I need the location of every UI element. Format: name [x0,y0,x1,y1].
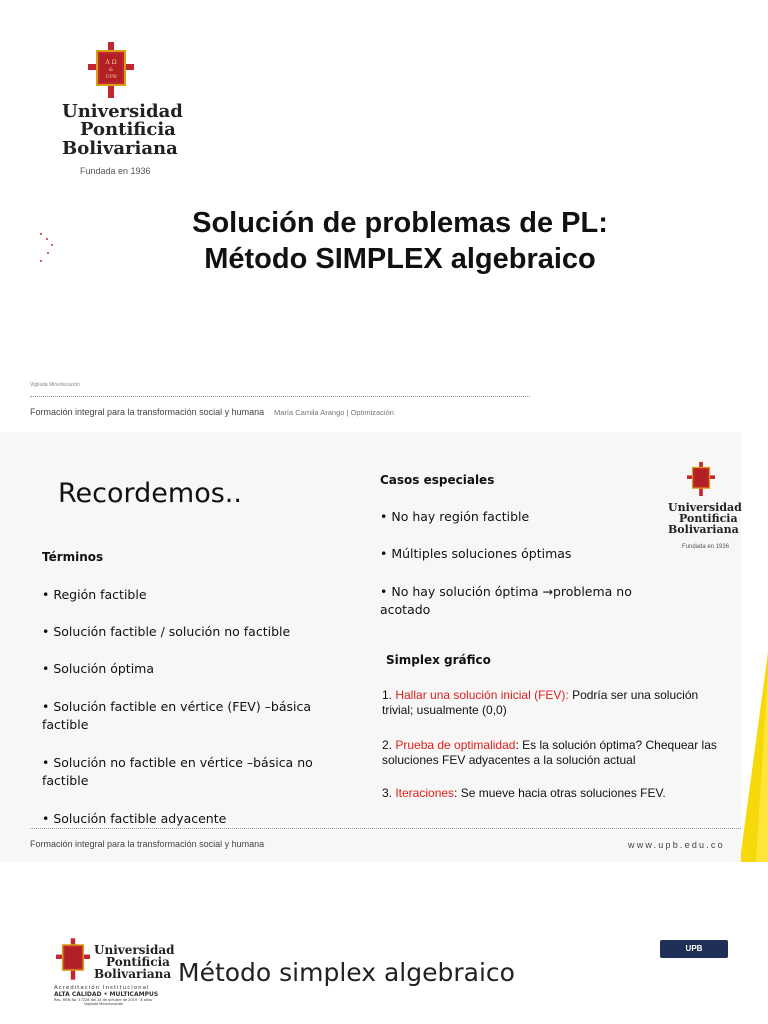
accreditation-line2: ALTA CALIDAD • MULTICAMPUS [54,991,159,998]
upb-virtual-badge: UPB [660,940,728,958]
recap-title: Recordemos.. [58,478,242,509]
step-number: 3. [382,786,396,800]
footer-slogan: Formación integral para la transformación social y humana [30,407,265,417]
step-number: 1. [382,688,396,702]
university-name-line1: Universidad [668,501,742,514]
svg-text:UPB: UPB [105,74,117,80]
university-name-line2: Pontificia [106,955,170,970]
author-course: María Camila Arango | Optimización [274,408,394,417]
step-text: : Se mueve hacia otras soluciones FEV. [454,786,666,800]
footer-slogan: Formación integral para la transformación social y humana [30,839,265,849]
term-item: • Solución óptima [42,661,155,676]
university-name [62,103,183,158]
special-case-item: • No hay región factible [380,509,530,524]
accreditation-block [54,985,179,1006]
step-text: Podría ser una solución trivial; usualmente (0,0) [382,688,699,717]
founded-year: Fundada en 1936 [682,544,730,550]
university-name [94,944,175,981]
accreditation-line4: Vigilada Mineducación [84,1002,124,1006]
slide-title-line2: Método SIMPLEX algebraico [204,243,596,275]
university-name-line1: Universidad [94,943,175,957]
slide-1 [0,0,768,430]
step-number: 2. [382,738,396,752]
university-name [668,502,742,536]
slide-title-line1: Solución de problemas de PL: [192,207,608,239]
university-crest-logo [88,42,134,98]
simplex-step-3 [382,786,732,801]
special-cases-heading: Casos especiales [380,473,495,487]
simplex-graphic-heading: Simplex gráfico [386,653,491,667]
simplex-step-2 [382,738,732,768]
step-highlight: Prueba de optimalidad [395,738,516,752]
accreditation-line3: Res. MEN No. 17228 del 24 de octubre de 2019 · 8 años [54,998,153,1002]
university-name-line1: Universidad [62,101,183,122]
founded-year: Fundada en 1936 [80,166,151,176]
accreditation-line1: Acreditación Institucional [54,985,150,991]
step-highlight: Iteraciones [395,786,455,800]
university-name-line3: Bolivariana [94,967,172,982]
university-name-line3: Bolivariana [668,523,739,537]
website-link[interactable]: www.upb.edu.co [628,840,725,850]
term-item: • Solución factible en vértice (FEV) –básica factible [42,699,312,732]
decorative-yellow-band [741,432,768,862]
university-name-line2: Pontificia [80,119,176,141]
simplex-step-1 [382,688,732,718]
term-item: • Solución factible adyacente [42,811,227,826]
slide-3-title: Método simplex algebraico [178,958,515,987]
footer-divider [30,396,530,397]
slide-title [150,205,650,277]
term-item: • Solución factible / solución no factible [42,624,291,639]
term-item: • Solución no factible en vértice –básica no factible [42,755,313,788]
svg-text:&: & [108,67,114,73]
svg-text:Α Ω: Α Ω [105,59,117,66]
university-crest-logo [56,938,90,980]
terms-heading: Términos [42,550,104,564]
vigilada-label: Vigilada Mineducación [30,382,80,388]
university-name-line3: Bolivariana [62,137,178,159]
special-case-item: • No hay solución óptima →problema no acotado [380,584,632,617]
term-item: • Región factible [42,587,147,602]
special-case-item: • Múltiples soluciones óptimas [380,546,572,561]
step-highlight: Hallar una solución inicial (FEV): [395,688,569,702]
university-name-line2: Pontificia [679,512,738,526]
footer-divider [30,828,741,829]
university-crest-logo [687,461,715,497]
step-text: : Es la solución óptima? Chequear las soluciones FEV adyacentes a la solución actual [382,738,717,767]
